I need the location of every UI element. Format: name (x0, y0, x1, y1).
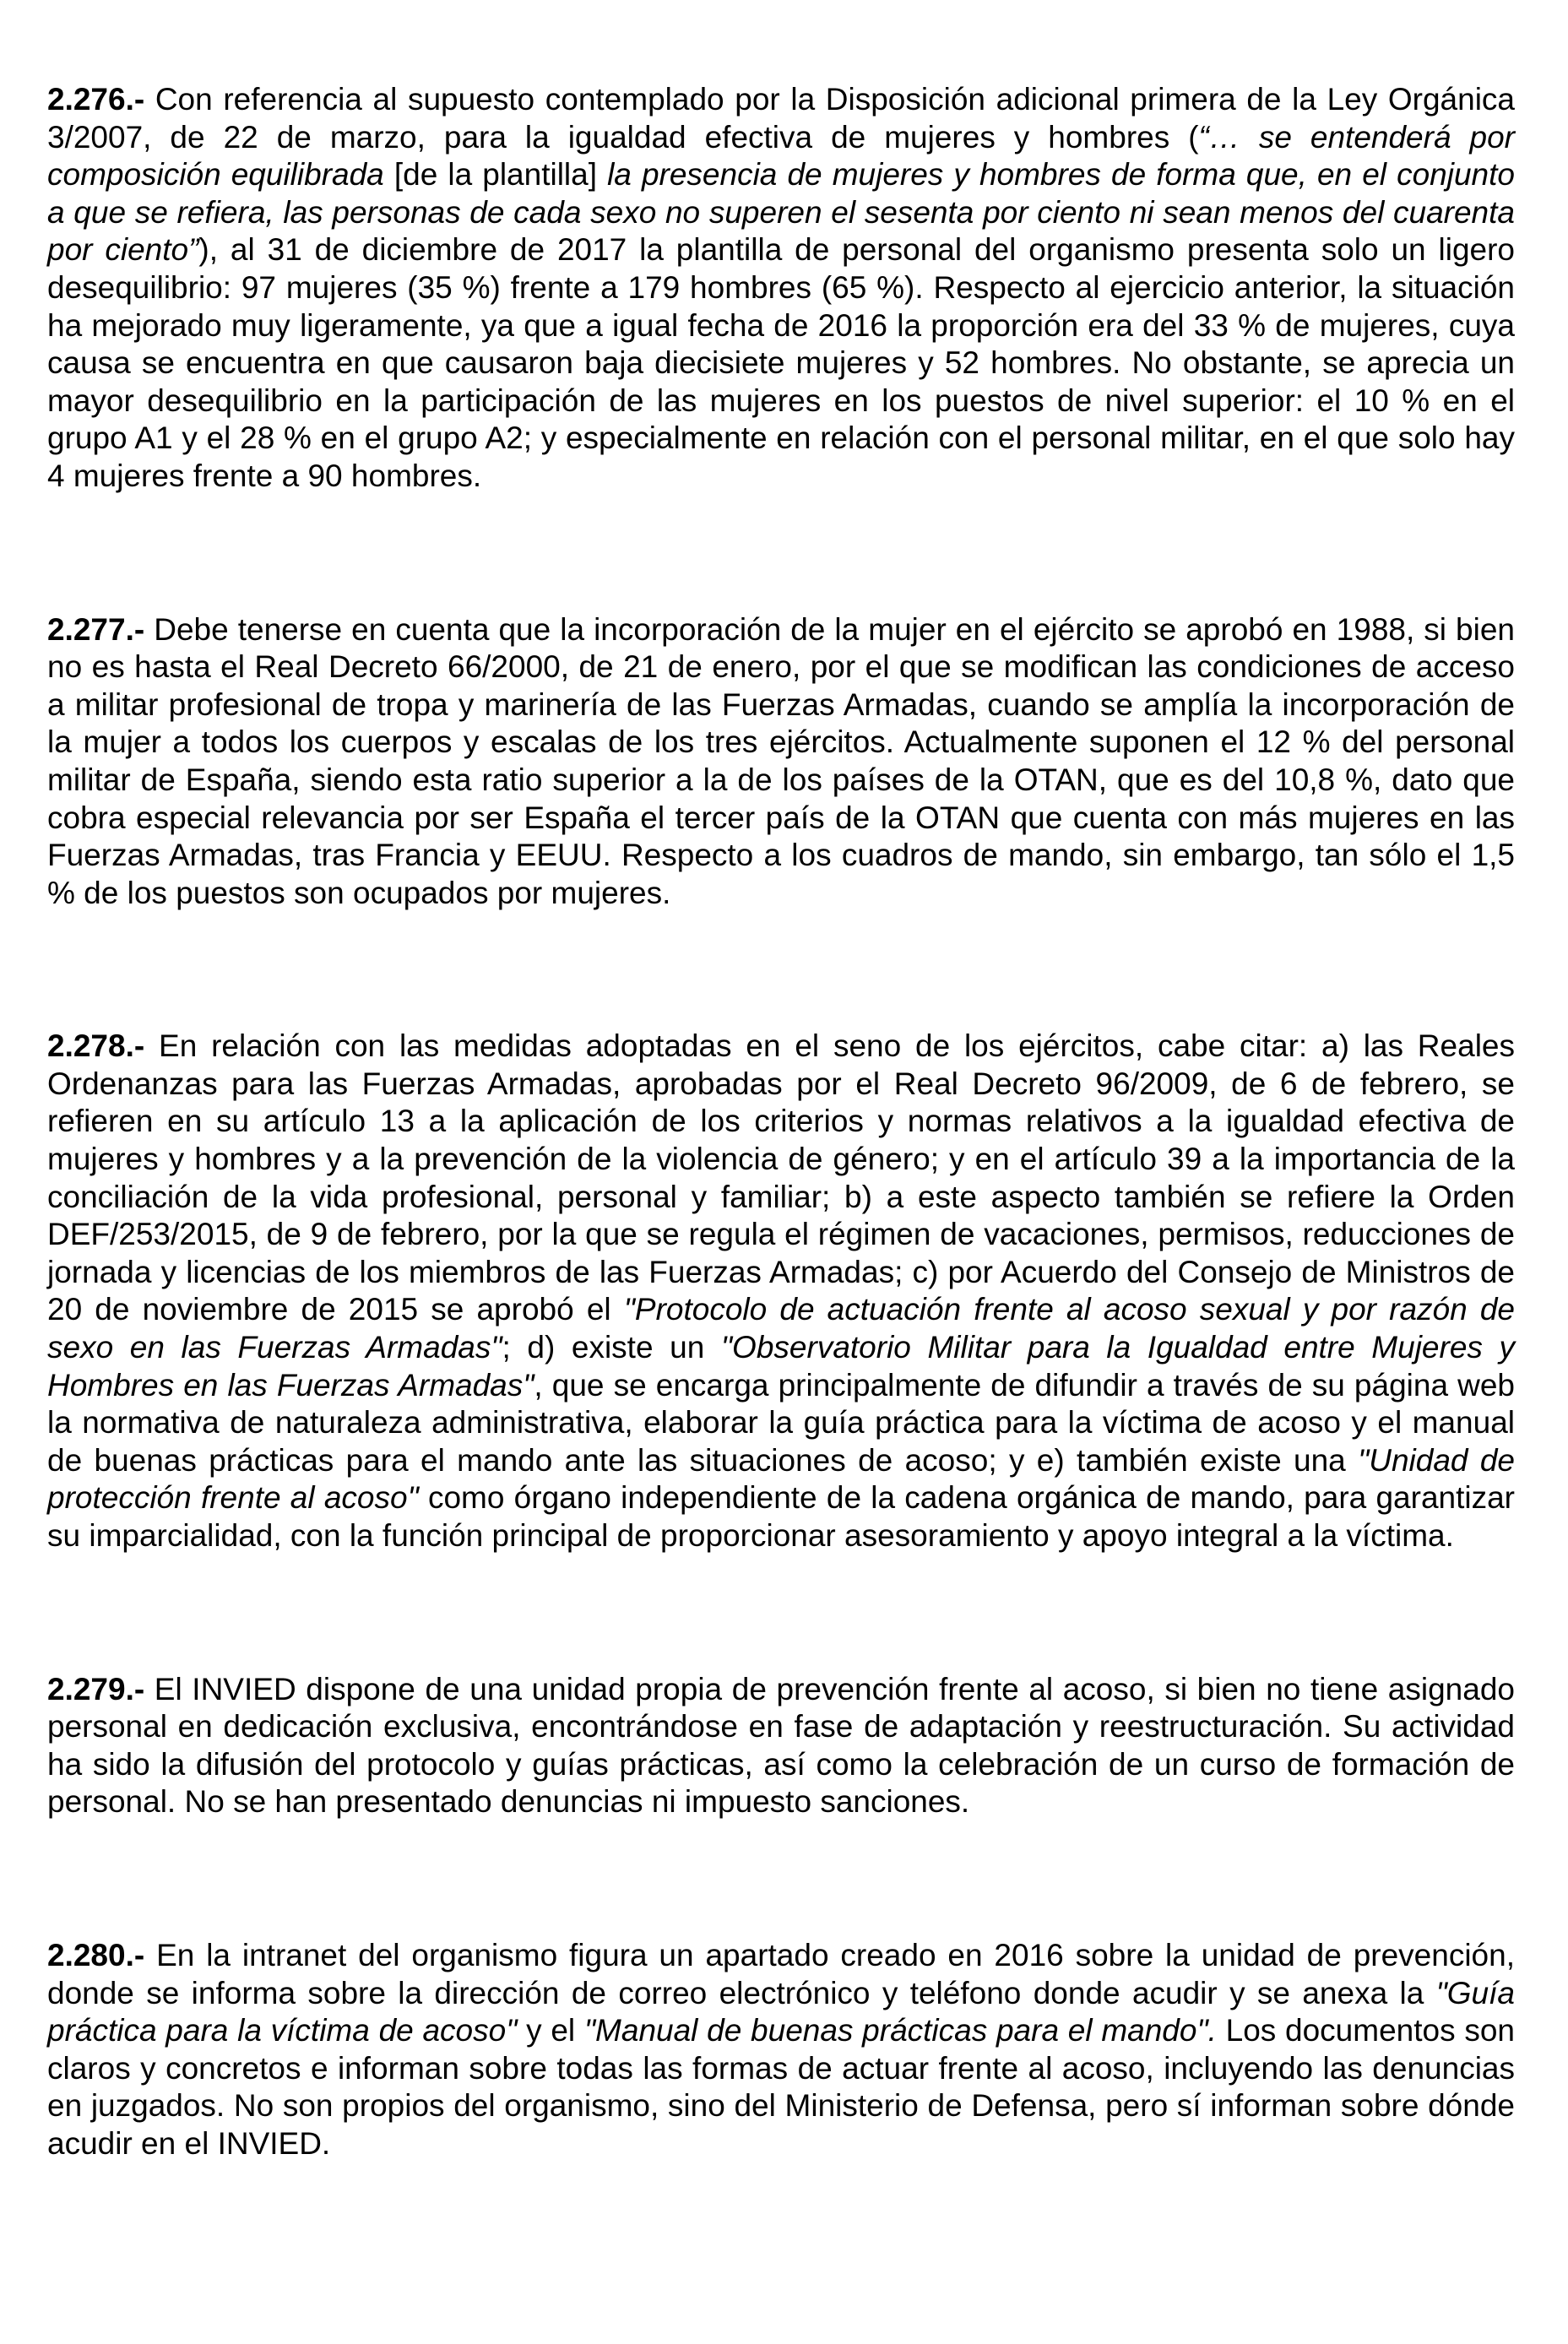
paragraph-text: como órgano independiente de la cadena orgánica de mando, para garantizar su imparcialidad, con la función principal de proporcionar asesoramiento y apoyo integral a la víctima. (47, 1480, 1515, 1553)
paragraph-2-279 (47, 1671, 1515, 1821)
observatory-title: "Observatorio Militar para la Igualdad entre Mujeres y Hombres en las Fuerzas Armadas" (47, 1330, 1516, 1403)
paragraph-text: En relación con las medidas adoptadas en el seno de los ejércitos, cabe citar: a) las Reales Ordenanzas para las Fuerzas Armadas, aprobadas por el Real Decreto 96/2009, de 6 de febrero, se refieren en su artículo 13 a la aplicación de los criterios y normas relativos a la igualdad efectiva de mujeres y hombres y a la prevención de la violencia de género; y en el artículo 39 a la importancia de la conciliación de la vida profesional, personal y familiar; b) a este aspecto también se refiere la Orden DEF/253/2015, de 9 de febrero, por la que se regula el régimen de vacaciones, permisos, reducciones de jornada y licencias de los miembros de las Fuerzas Armadas; c) por Acuerdo del Consejo de Ministros de 20 de noviembre de 2015 se aprobó el (47, 1028, 1515, 1327)
document-page (47, 81, 1515, 2163)
paragraph-2-276 (47, 81, 1515, 496)
victim-guide-title: "Guía práctica para la víctima de acoso" (47, 1975, 1515, 2048)
paragraph-number: 2.280.- (47, 1937, 145, 1972)
paragraph-2-277 (47, 611, 1515, 913)
paragraph-text: En la intranet del organismo figura un apartado creado en 2016 sobre la unidad de prevención, donde se informa sobre la dirección de correo electrónico y teléfono donde acudir y se anexa la (47, 1937, 1515, 2010)
paragraph-text: Debe tenerse en cuenta que la incorporación de la mujer en el ejército se aprobó en 1988, si bien no es hasta el Real Decreto 66/2000, de 21 de enero, por el que se modifican las condiciones de acceso a militar profesional de tropa y marinería de las Fuerzas Armadas, cuando se amplía la incorporación de la mujer a todos los cuerpos y escalas de los tres ejércitos. Actualmente suponen el 12 % del personal militar de España, siendo esta ratio superior a la de los países de la OTAN, que es del 10,8 %, dato que cobra especial relevancia por ser España el tercer país de la OTAN que cuenta con más mujeres en las Fuerzas Armadas, tras Francia y EEUU. Respecto a los cuadros de mando, sin embargo, tan sólo el 1,5 % de los puestos son ocupados por mujeres. (47, 611, 1515, 910)
quoted-law-text: la presencia de mujeres y hombres de forma que, en el conjunto a que se refiera, las personas de cada sexo no superen el sesenta por ciento ni sean menos del cuarenta por ciento” (47, 157, 1515, 268)
paragraph-number: 2.276.- (47, 82, 145, 117)
manual-title: "Manual de buenas prácticas para el mando". (583, 2013, 1217, 2048)
paragraph-2-280 (47, 1937, 1515, 2163)
paragraph-number: 2.278.- (47, 1028, 145, 1064)
protection-unit-title: "Unidad de protección frente al acoso" (47, 1442, 1515, 1516)
paragraph-text: [de la plantilla] (383, 157, 608, 193)
paragraph-text: El INVIED dispone de una unidad propia de prevención frente al acoso, si bien no tiene asignado personal en dedicación exclusiva, encontrándose en fase de adaptación y reestructuración. Su actividad ha sido la difusión del protocolo y guías prácticas, así como la celebración de un curso de formación de personal. No se han presentado denuncias ni impuesto sanciones. (47, 1671, 1515, 1820)
paragraph-text: ; d) existe un (502, 1330, 721, 1365)
paragraph-text: ), al 31 de diciembre de 2017 la plantilla de personal del organismo presenta solo un ligero desequilibrio: 97 mujeres (35 %) frente a 179 hombres (65 %). Respecto al ejercicio anterior, la situación ha mejorado muy ligeramente, ya que a igual fecha de 2016 la proporción era del 33 % de mujeres, cuya causa se encuentra en que causaron baja diecisiete mujeres y 52 hombres. No obstante, se aprecia un mayor desequilibrio en la participación de las mujeres en los puestos de nivel superior: el 10 % en el grupo A1 y el 28 % en el grupo A2; y especialmente en relación con el personal militar, en el que solo hay 4 mujeres frente a 90 hombres. (47, 232, 1516, 493)
protocol-title: "Protocolo de actuación frente al acoso sexual y por razón de sexo en las Fuerzas Armadas" (47, 1292, 1515, 1365)
paragraph-2-278 (47, 1028, 1515, 1555)
paragraph-text: Con referencia al supuesto contemplado por la Disposición adicional primera de la Ley Orgánica 3/2007, de 22 de marzo, para la igualdad efectiva de mujeres y hombres ( (47, 82, 1515, 155)
paragraph-text: , que se encarga principalmente de difundir a través de su página web la normativa de naturaleza administrativa, elaborar la guía práctica para la víctima de acoso y el manual de buenas prácticas para el mando ante las situaciones de acoso; y e) también existe una (47, 1367, 1516, 1478)
quoted-law-text: “… se entenderá por composición equilibrada (47, 119, 1515, 193)
paragraph-text: y el (517, 2013, 584, 2048)
paragraph-text: Los documentos son claros y concretos e informan sobre todas las formas de actuar frente al acoso, incluyendo las denuncias en juzgados. No son propios del organismo, sino del Ministerio de Defensa, pero sí informan sobre dónde acudir en el INVIED. (47, 2013, 1515, 2161)
paragraph-number: 2.279.- (47, 1671, 145, 1706)
paragraph-number: 2.277.- (47, 611, 145, 647)
